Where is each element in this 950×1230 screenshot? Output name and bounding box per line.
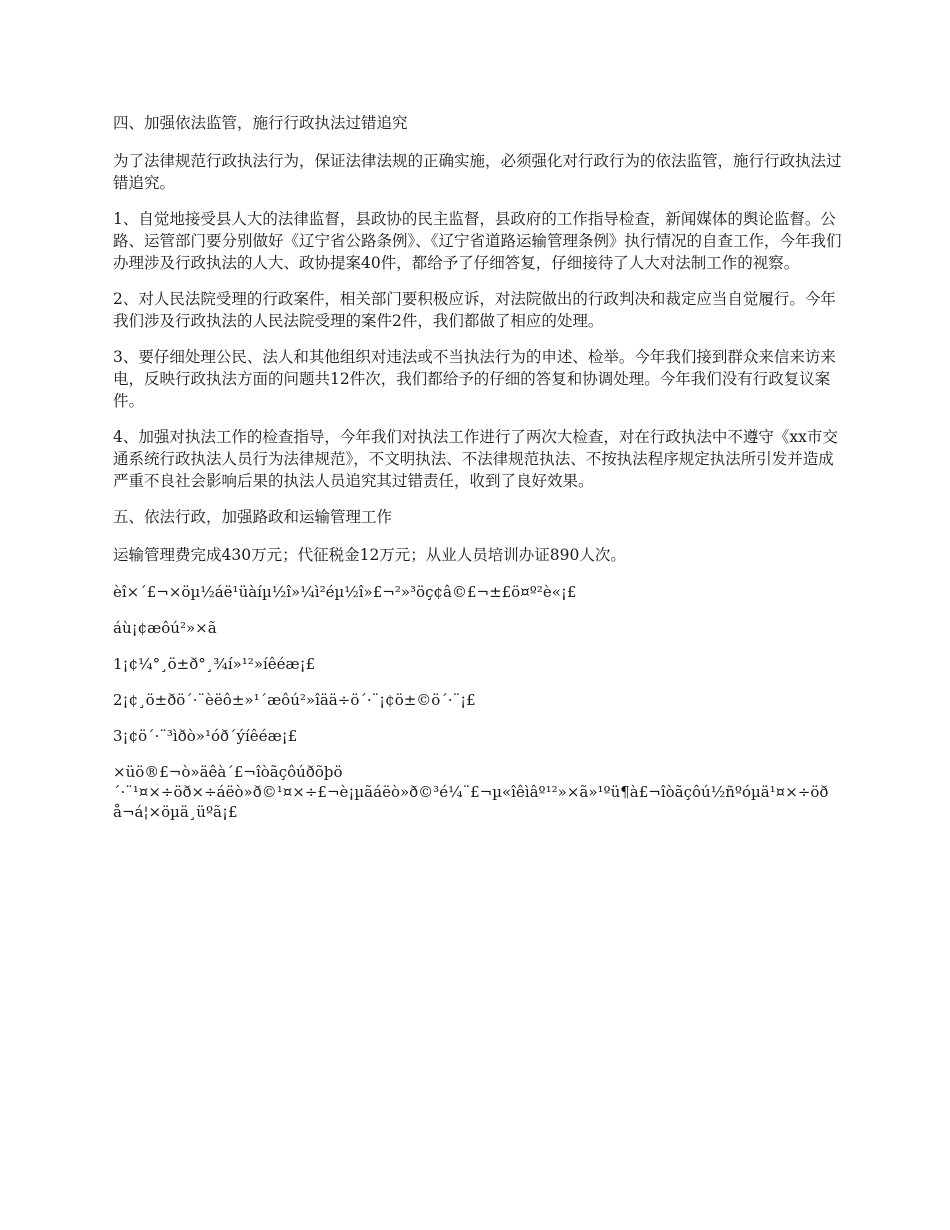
- paragraph-transport-fees: 运输管理费完成430万元；代征税金12万元；从业人员培训办证890人次。: [113, 546, 626, 564]
- paragraph-item-2: 2、对人民法院受理的行政案件，相关部门要积极应诉，对法院做出的行政判决和裁定应当自觉履行。今年我们涉及行政执法的人民法院受理的案件2件，我们都做了相应的处理。: [113, 290, 836, 330]
- garbled-line-6: ×üö®£¬ò»äêà´£¬îòãçôúðõþö: [113, 763, 343, 781]
- document-page: [113, 112, 843, 822]
- garbled-line-8: å¬á¦×öµä¸üºã¡£: [113, 803, 238, 821]
- garbled-line-5: 3¡¢ö´·¨³ìðò»¹óð´ýíêéæ¡£: [113, 727, 298, 745]
- section-heading-four: 四、加强依法监管，施行行政执法过错追究: [113, 114, 408, 132]
- garbled-line-3: 1¡¢¼°¸ö±ð°¸¾í»¹²»íêéæ¡£: [113, 655, 316, 673]
- paragraph-item-1: 1、自觉地接受县人大的法律监督，县政协的民主监督，县政府的工作指导检查，新闻媒体的舆论监督。公路、运管部门要分别做好《辽宁省公路条例》、《辽宁省道路运输管理条例》执行情况的自查工作，今年我们办理涉及行政执法的人大、政协提案40件，都给予了仔细答复，仔细接待了人大对法制工作的视察。: [113, 210, 842, 272]
- paragraph-intro: 为了法律规范行政执法行为，保证法律法规的正确实施，必须强化对行政行为的依法监管，施行行政执法过错追究。: [113, 152, 842, 192]
- paragraph-item-4: 4、加强对执法工作的检查指导，今年我们对执法工作进行了两次大检查，对在行政执法中不遵守《xx市交通系统行政执法人员行为法律规范》，不文明执法、不法律规范执法、不按执法程序规定执法所引发并造成严重不良社会影响后果的执法人员追究其过错责任，收到了良好效果。: [113, 428, 838, 490]
- garbled-line-4: 2¡¢¸ö±ðö´·¨èëô±»¹´æôú²»îää÷ö´·¨¡¢ö±©ö´·¨¡£: [113, 691, 476, 709]
- garbled-line-1: èî×´£¬×öµ½áë¹üàíµ½î»¼ì²éµ½î»£¬²»³öç¢â©£¬±£ö¤º²è«¡£: [113, 583, 577, 601]
- garbled-line-7: ´·¨¹¤×÷öð×÷áëò»ð©¹¤×÷£¬è¡µãáëò»ð©³é¼¨£¬µ«îêìâº¹²»×ã»¹ºü¶à£¬îòãçôú½ñºóµä¹¤×÷öð: [113, 783, 829, 801]
- garbled-line-2: áù¡¢æôú²»×ã: [113, 619, 217, 637]
- section-heading-five: 五、依法行政，加强路政和运输管理工作: [113, 508, 393, 526]
- paragraph-item-3: 3、要仔细处理公民、法人和其他组织对违法或不当执法行为的申述、检举。今年我们接到群众来信来访来电，反映行政执法方面的问题共12件次，我们都给予的仔细的答复和协调处理。今年我们没有行政复议案件。: [113, 348, 836, 410]
